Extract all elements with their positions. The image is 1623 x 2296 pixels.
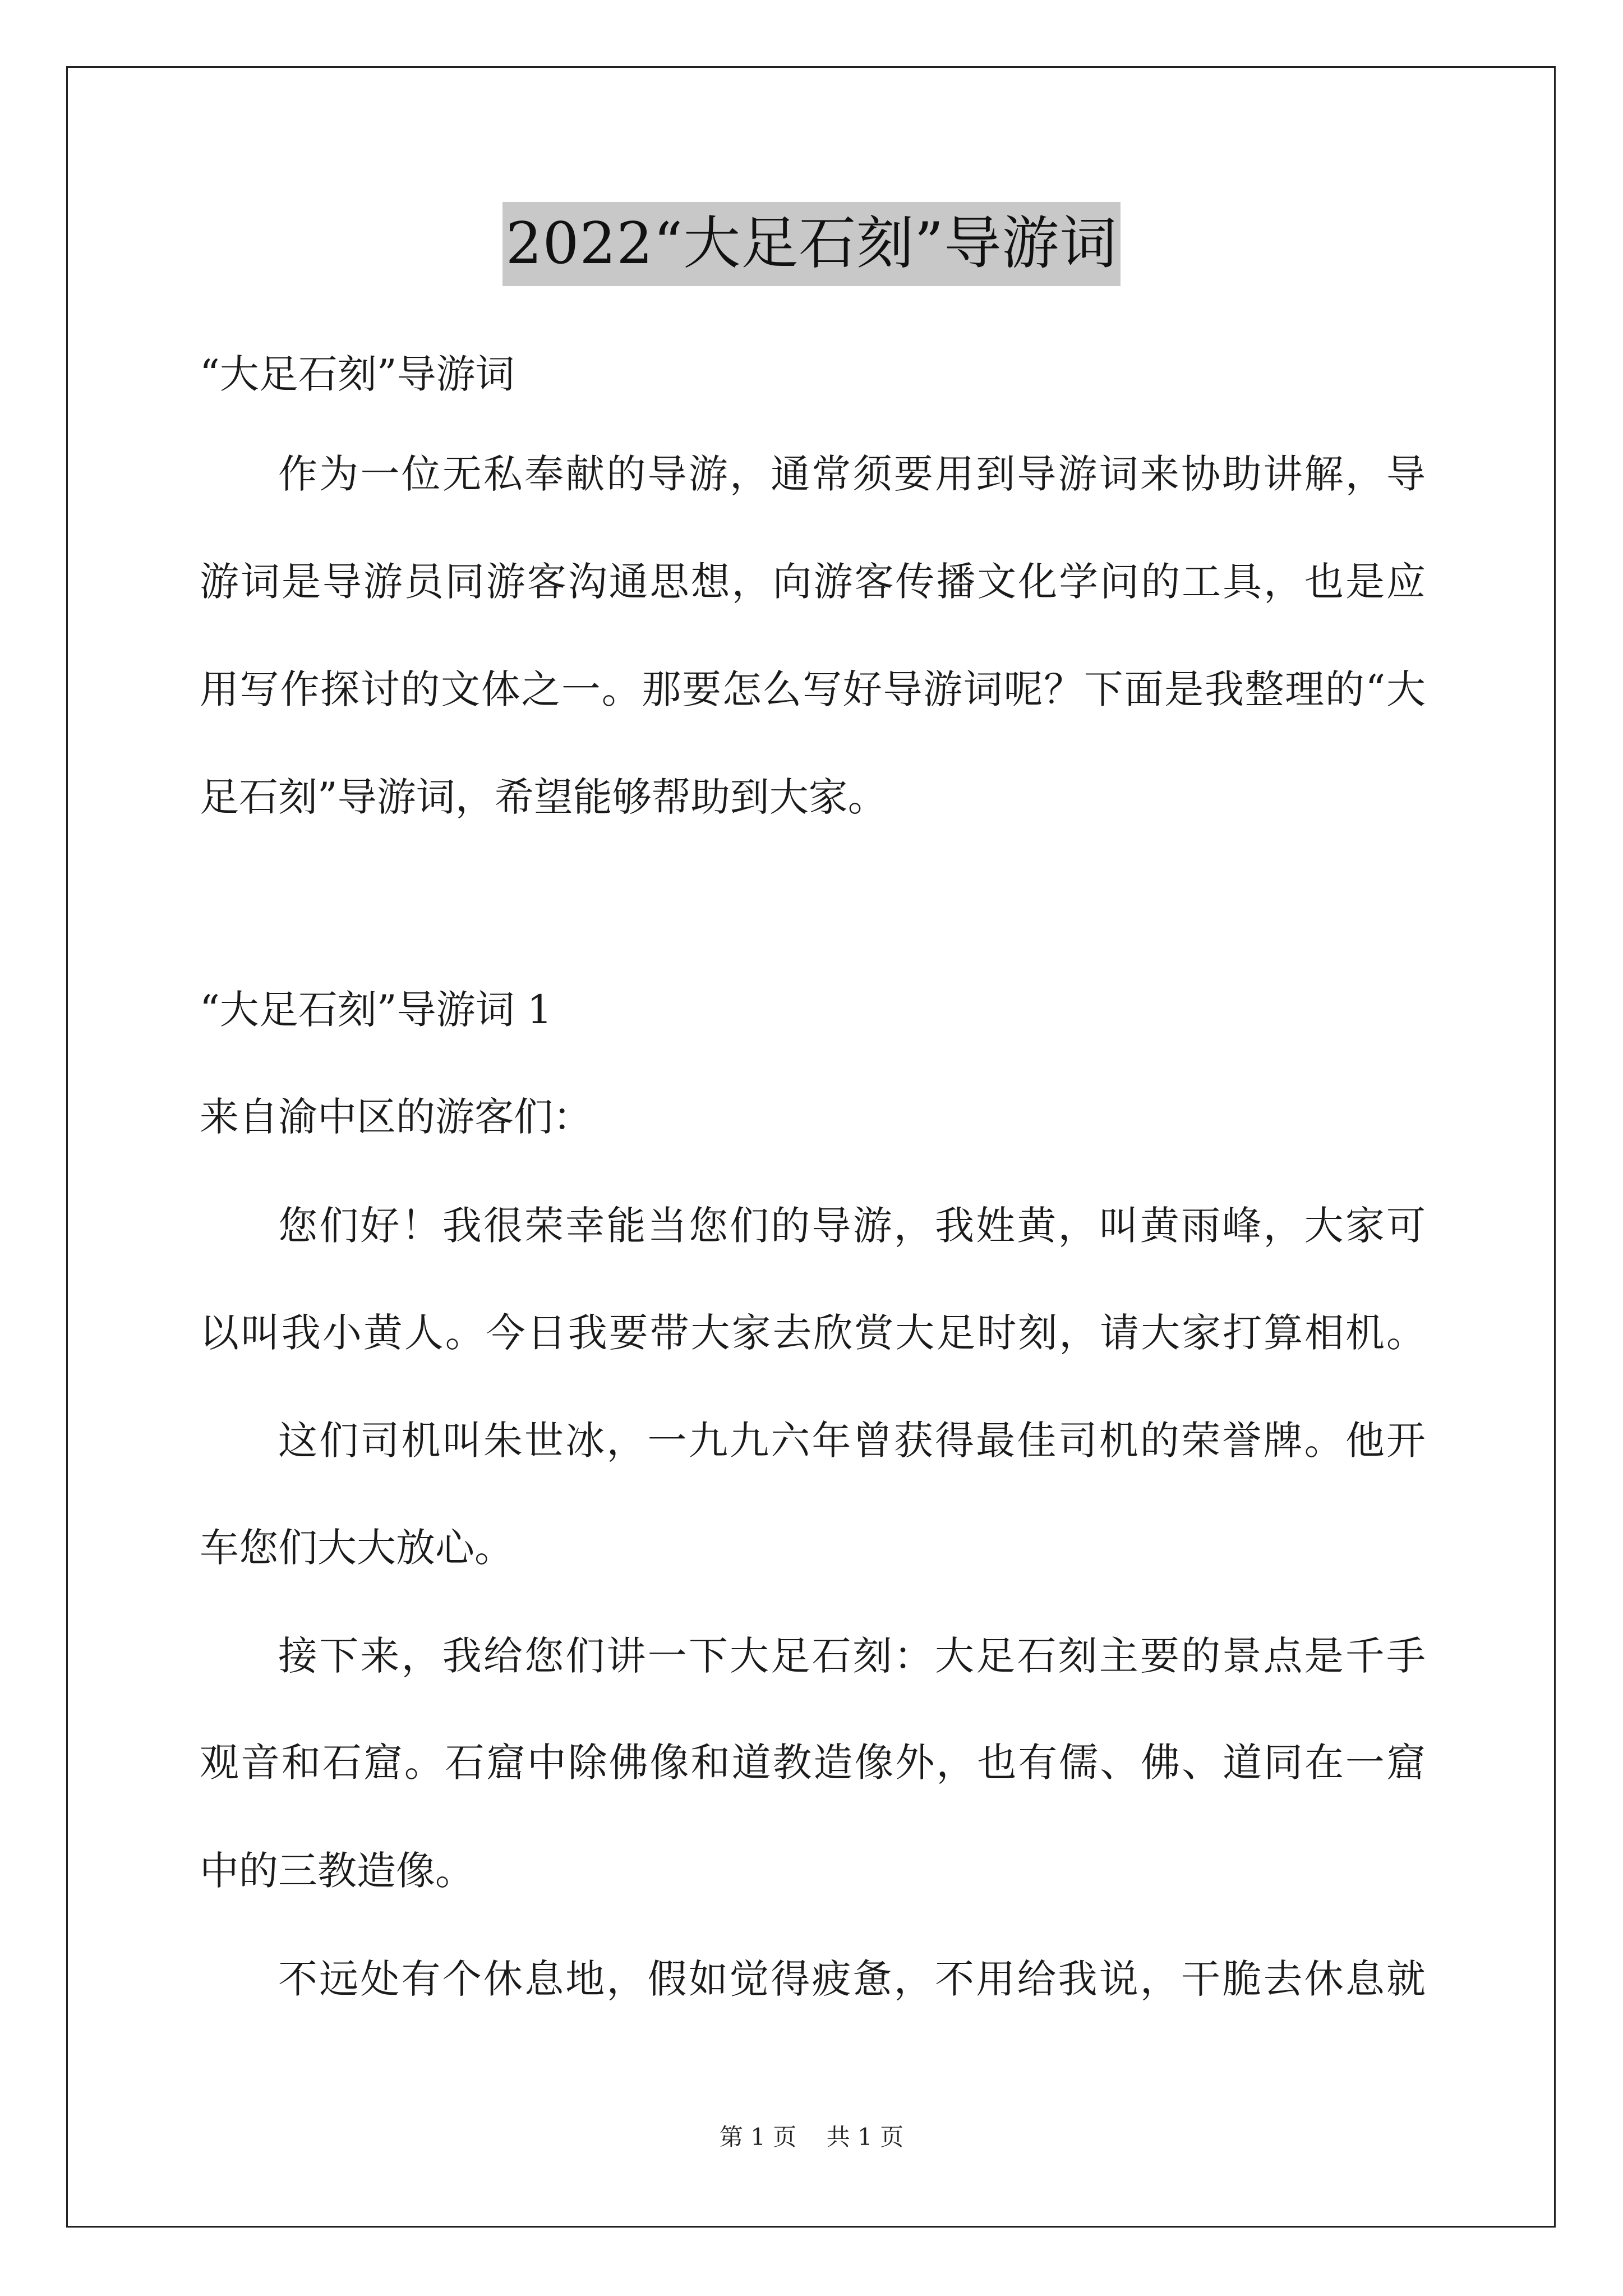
intro-line-1: 作为一位无私奉献的导游，通常须要用到导游词来协助讲解，导: [278, 451, 1426, 497]
body-line-5: 接下来，我给您们讲一下大足石刻：大足石刻主要的景点是千手: [278, 1633, 1426, 1679]
document-title: 2022“大足石刻”导游词: [502, 202, 1121, 286]
page-footer: [0, 2120, 1623, 2154]
intro-line-4: 足石刻”导游词，希望能够帮助到大家。: [200, 774, 887, 820]
subtitle: “大足石刻”导游词: [200, 351, 515, 397]
body-line-8: 不远处有个休息地，假如觉得疲惫，不用给我说，干脆去休息就: [278, 1956, 1426, 2002]
page-number: 第 1 页: [719, 2123, 797, 2151]
body-line-7: 中的三教造像。: [200, 1848, 474, 1894]
intro-line-3: 用写作探讨的文体之一。那要怎么写好导游词呢？下面是我整理的“大: [200, 666, 1426, 712]
greeting-line: 来自渝中区的游客们：: [200, 1094, 592, 1140]
intro-line-2: 游词是导游员同游客沟通思想，向游客传播文化学问的工具，也是应: [200, 559, 1426, 605]
body-line-6: 观音和石窟。石窟中除佛像和道教造像外，也有儒、佛、道同在一窟: [200, 1740, 1426, 1786]
section-heading: “大足石刻”导游词 1: [200, 987, 552, 1033]
page-total: 共 1 页: [826, 2123, 904, 2151]
title-container: [0, 202, 1623, 286]
body-line-3: 这们司机叫朱世冰，一九九六年曾获得最佳司机的荣誉牌。他开: [278, 1418, 1426, 1464]
body-line-1: 您们好！我很荣幸能当您们的导游，我姓黄，叫黄雨峰，大家可: [278, 1203, 1426, 1249]
body-line-2: 以叫我小黄人。今日我要带大家去欣赏大足时刻，请大家打算相机。: [200, 1310, 1426, 1356]
body-line-4: 车您们大大放心。: [200, 1525, 514, 1571]
